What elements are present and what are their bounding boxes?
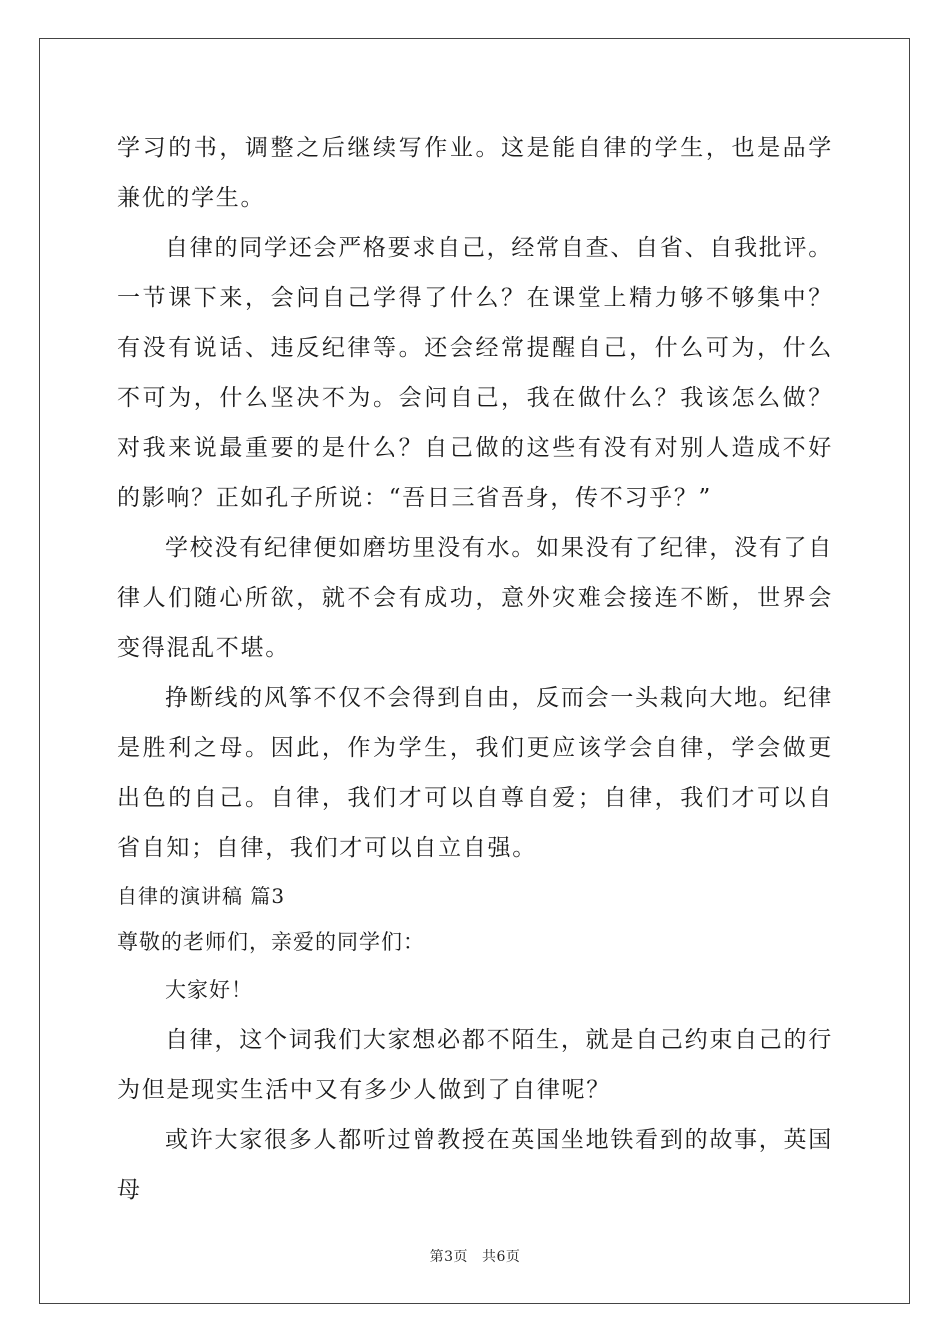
paragraph-1: 学习的书，调整之后继续写作业。这是能自律的学生，也是品学兼优的学生。: [117, 135, 833, 211]
salutation: 尊敬的老师们，亲爱的同学们：: [117, 930, 425, 954]
greeting: 大家好！: [165, 978, 253, 1002]
paragraph-6: 或许大家很多人都听过曾教授在英国坐地铁看到的故事，英国母: [117, 1127, 833, 1203]
paragraph-5: 自律，这个词我们大家想必都不陌生，就是自己约束自己的行为但是现实生活中又有多少人做到了自律呢？: [117, 1027, 833, 1103]
page-footer: [0, 1246, 950, 1266]
document-body: [117, 123, 833, 1215]
paragraph-4: 挣断线的风筝不仅不会得到自由，反而会一头栽向大地。纪律是胜利之母。因此，作为学生，我们更应该学会自律，学会做更出色的自己。自律，我们才可以自尊自爱；自律，我们才可以自省自知；自律，我们才可以自立自强。: [117, 685, 833, 861]
paragraph-2: 自律的同学还会严格要求自己，经常自查、自省、自我批评。一节课下来，会问自己学得了什么？在课堂上精力够不够集中？有没有说话、违反纪律等。还会经常提醒自己，什么可为，什么不可为，什么坚决不为。会问自己，我在做什么？我该怎么做？对我来说最重要的是什么？自己做的这些有没有对别人造成不好的影响？正如孔子所说：“吾日三省吾身，传不习乎？”: [117, 235, 833, 511]
page-number: 第3页: [429, 1249, 468, 1265]
section-heading: 自律的演讲稿 篇3: [117, 884, 286, 908]
page-total: 共6页: [482, 1249, 521, 1265]
paragraph-3: 学校没有纪律便如磨坊里没有水。如果没有了纪律，没有了自律人们随心所欲，就不会有成功，意外灾难会接连不断，世界会变得混乱不堪。: [117, 535, 833, 661]
